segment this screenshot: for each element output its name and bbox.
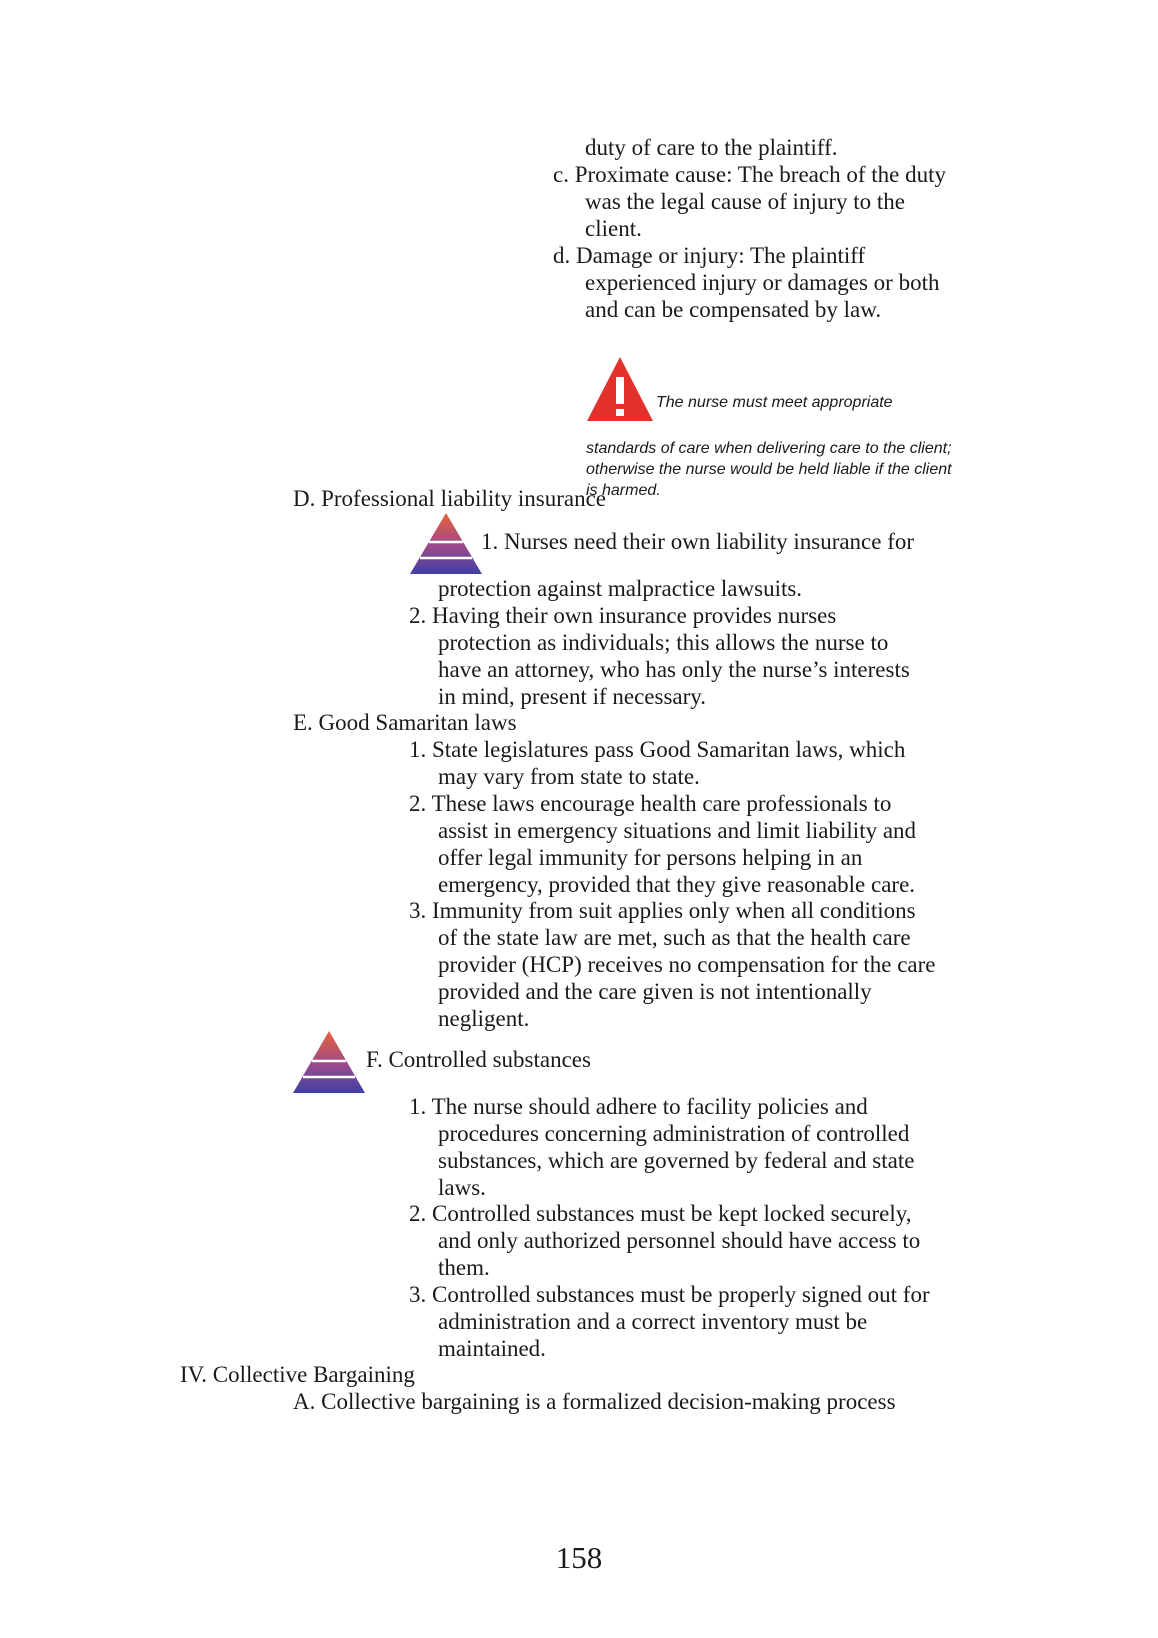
section-e-item2-line3: offer legal immunity for persons helping in an (438, 845, 863, 870)
section-f-item1-line4: laws. (438, 1175, 486, 1200)
section-d-item2-line2: protection as individuals; this allows the nurse to (438, 630, 889, 655)
section-d-item2-line4: in mind, present if necessary. (438, 684, 707, 709)
section-f-item3: 3. Controlled substances must be properly signed out for (409, 1282, 930, 1307)
warning-icon (585, 355, 655, 423)
negligence-item-c-line3: client. (585, 216, 642, 241)
priority-pyramid-icon (292, 1030, 366, 1094)
section-iv-heading: IV. Collective Bargaining (180, 1362, 415, 1387)
negligence-b-continuation: duty of care to the plaintiff. (585, 135, 838, 160)
section-e-item2-line4: emergency, provided that they give reasonable care. (438, 872, 916, 897)
alert-note-line4: is harmed. (586, 482, 661, 499)
section-d-item1: 1. Nurses need their own liability insurance for (481, 529, 915, 554)
section-d-heading: D. Professional liability insurance (293, 486, 606, 511)
section-e-item2: 2. These laws encourage health care professionals to (409, 791, 892, 816)
section-f-heading: F. Controlled substances (366, 1047, 591, 1072)
section-e-item3-line4: provided and the care given is not intentionally (438, 979, 872, 1004)
section-e-item2-line2: assist in emergency situations and limit liability and (438, 818, 917, 843)
section-f-item3-line3: maintained. (438, 1336, 546, 1361)
alert-note-line1: The nurse must meet appropriate (656, 394, 893, 411)
section-f-item1: 1. The nurse should adhere to facility policies and (409, 1094, 868, 1119)
section-e-item3: 3. Immunity from suit applies only when all conditions (409, 898, 916, 923)
section-d-item1-line2: protection against malpractice lawsuits. (438, 576, 803, 601)
section-f-item2-line3: them. (438, 1255, 490, 1280)
section-f-item1-line2: procedures concerning administration of controlled (438, 1121, 910, 1146)
section-e-item3-line2: of the state law are met, such as that the health care (438, 925, 911, 950)
section-e-item3-line3: provider (HCP) receives no compensation for the care (438, 952, 936, 977)
section-f-item2-line2: and only authorized personnel should have access to (438, 1228, 921, 1253)
section-f-item2: 2. Controlled substances must be kept locked securely, (409, 1201, 912, 1226)
section-f-item1-line3: substances, which are governed by federal and state (438, 1148, 915, 1173)
alert-note-line2: standards of care when delivering care to the client; (586, 440, 952, 457)
section-iv-item-a: A. Collective bargaining is a formalized decision-making process (293, 1389, 896, 1414)
negligence-item-d: d. Damage or injury: The plaintiff (553, 243, 866, 268)
negligence-item-c: c. Proximate cause: The breach of the duty (553, 162, 946, 187)
page-number: 158 (555, 1540, 603, 1575)
section-d-item2: 2. Having their own insurance provides nurses (409, 603, 837, 628)
section-d-item2-line3: have an attorney, who has only the nurse’s interests (438, 657, 910, 682)
priority-pyramid-icon (409, 512, 483, 575)
section-e-heading: E. Good Samaritan laws (293, 710, 517, 735)
negligence-item-d-line2: experienced injury or damages or both (585, 270, 940, 295)
section-f-item3-line2: administration and a correct inventory must be (438, 1309, 868, 1334)
negligence-item-c-line2: was the legal cause of injury to the (585, 189, 905, 214)
section-e-item1-line2: may vary from state to state. (438, 764, 700, 789)
negligence-item-d-line3: and can be compensated by law. (585, 297, 882, 322)
section-e-item1: 1. State legislatures pass Good Samaritan laws, which (409, 737, 906, 762)
alert-note-line3: otherwise the nurse would be held liable if the client (586, 461, 952, 478)
section-e-item3-line5: negligent. (438, 1006, 530, 1031)
